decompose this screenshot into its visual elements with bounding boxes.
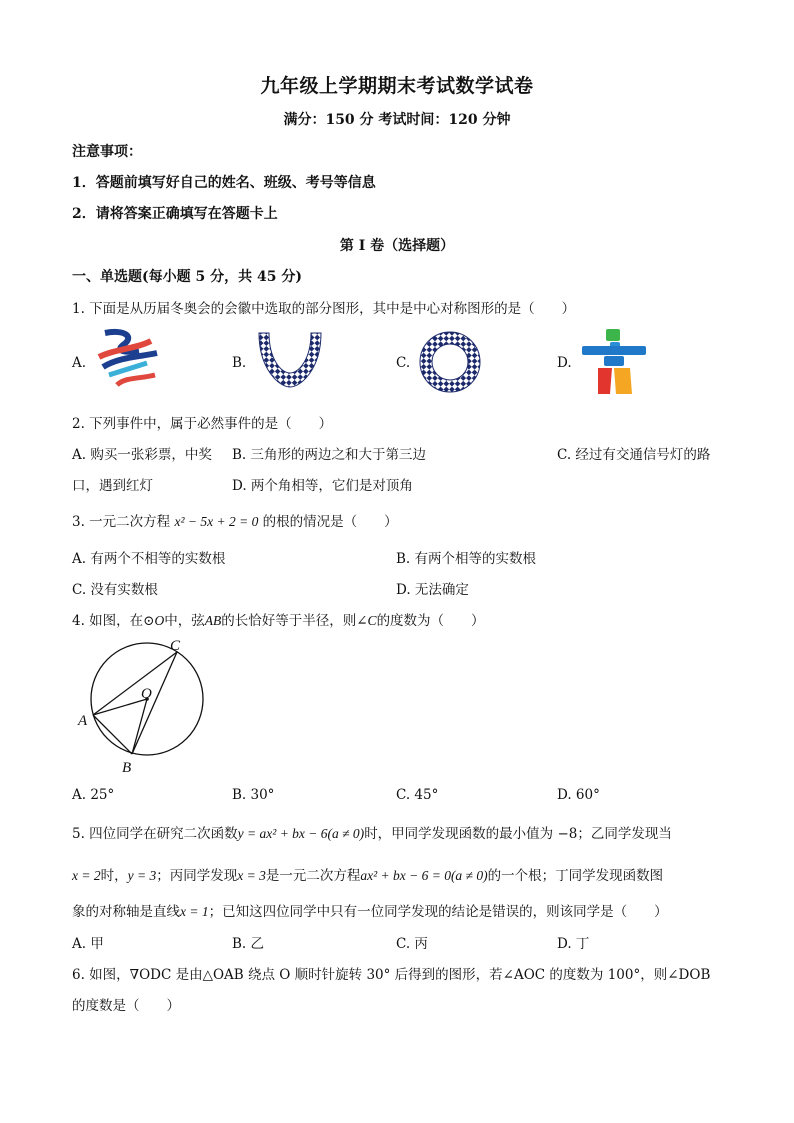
q4-stem <box>72 609 485 629</box>
inukshuk-emblem-icon <box>578 326 650 398</box>
segment-bc <box>132 652 177 754</box>
q5-equation: ax² + bx − 6 = 0(a ≠ 0) <box>360 868 488 883</box>
q3-suffix: 的根的情况是（ ） <box>262 514 398 530</box>
q5-option-c: C. 丙 <box>396 936 428 952</box>
q4-stem-c: 的长恰好等于半径，则∠ <box>221 613 368 629</box>
volume-heading: 第 I 卷（选择题） <box>339 238 455 254</box>
q5-line2-f: 是一元二次方程 <box>265 868 361 884</box>
q2-option-d: D. 两个角相等，它们是对顶角 <box>232 478 413 494</box>
q2-option-a: A. 购买一张彩票，中奖 <box>72 447 212 463</box>
circle-geometry-figure <box>70 630 220 780</box>
q4-option-a: A. 25° <box>72 787 115 803</box>
q3-prefix: 3. 一元二次方程 <box>72 514 171 530</box>
q5-y3: y = 3 <box>127 868 157 883</box>
q4-chord-name: AB <box>204 613 222 628</box>
q3-stem <box>72 510 398 530</box>
q1-option-a-label: A. <box>72 355 87 371</box>
q4-option-b: B. 30° <box>232 787 275 803</box>
q3-option-b: B. 有两个相等的实数根 <box>396 551 537 567</box>
q4-stem-d: 的度数为（ ） <box>376 613 485 629</box>
q2-option-b: B. 三角形的两边之和大于第三边 <box>232 447 427 463</box>
q1-stem: 1. 下面是从历届冬奥会的会徽中选取的部分图形，其中是中心对称图形的是（ ） <box>72 301 576 317</box>
q4-circle-name: O <box>154 613 165 628</box>
q3-equation: x² − 5x + 2 = 0 <box>174 514 259 529</box>
q5-line2-d: ；丙同学发现 <box>156 868 238 884</box>
section-heading: 一、单选题(每小题 5 分，共 45 分) <box>72 269 302 285</box>
q1-option-c-label: C. <box>396 355 411 371</box>
label-a: A <box>78 713 88 729</box>
page-title: 九年级上学期期末考试数学试卷 <box>260 75 534 97</box>
q3-option-d: D. 无法确定 <box>396 582 469 598</box>
q5-option-b: B. 乙 <box>232 936 265 952</box>
q5-x2: x = 2 <box>72 868 101 883</box>
q5-line1-b: 时，甲同学发现函数的最小值为 −8；乙同学发现当 <box>364 826 672 842</box>
exam-info: 满分：150 分 考试时间：120 分钟 <box>283 112 511 128</box>
q3-option-c: C. 没有实数根 <box>72 582 158 598</box>
beijing-emblem-icon <box>95 327 165 393</box>
tokyo-emblem-icon <box>255 329 325 391</box>
q1-option-d-label: D. <box>557 355 572 371</box>
q6-line-1: 6. 如图，∇ODC 是由△OAB 绕点 O 顺时针旋转 30° 后得到的图形，若∠AOC 的度数为 100°，则∠DOB <box>72 967 711 983</box>
q5-line-1 <box>72 822 672 842</box>
notes-heading: 注意事项： <box>72 144 142 160</box>
label-b: B <box>122 760 132 776</box>
q5-line-3 <box>72 900 668 920</box>
q5-option-d: D. 丁 <box>557 936 590 952</box>
ring-emblem-icon <box>418 330 482 394</box>
q5-line1-a: 5. 四位同学在研究二次函数 <box>72 826 238 842</box>
q5-line2-b: 时， <box>100 868 128 884</box>
label-o: O <box>141 686 152 702</box>
label-c: C <box>170 638 181 654</box>
q5-option-a: A. 甲 <box>72 936 104 952</box>
q5-line3-c: ；已知这四位同学中只有一位同学发现的结论是错误的，则该同学是（ ） <box>208 904 668 920</box>
q5-line-2 <box>72 864 663 884</box>
q5-function: y = ax² + bx − 6(a ≠ 0) <box>237 826 365 841</box>
radius-oa <box>93 699 147 715</box>
q5-x3: x = 3 <box>237 868 266 883</box>
q4-option-d: D. 60° <box>557 787 600 803</box>
q5-x1: x = 1 <box>180 904 209 919</box>
q4-stem-a: 4. 如图，在⊙ <box>72 613 155 629</box>
q1-option-b-label: B. <box>232 355 247 371</box>
q5-line2-h: 的一个根；丁同学发现函数图 <box>487 868 664 884</box>
q5-line3-a: 象的对称轴是直线 <box>72 904 180 920</box>
q4-angle-name: C <box>367 613 377 628</box>
q3-option-a: A. 有两个不相等的实数根 <box>72 551 226 567</box>
q2-option-c-cont: 口，遇到红灯 <box>72 478 153 494</box>
q4-option-c: C. 45° <box>396 787 439 803</box>
note-item-1: 1．答题前填写好自己的姓名、班级、考号等信息 <box>72 175 376 191</box>
q4-stem-b: 中，弦 <box>164 613 205 629</box>
q6-line-2: 的度数是（ ） <box>72 998 180 1014</box>
note-item-2: 2．请将答案正确填写在答题卡上 <box>72 206 278 222</box>
q2-stem: 2. 下列事件中，属于必然事件的是（ ） <box>72 416 333 432</box>
q2-option-c: C. 经过有交通信号灯的路 <box>557 447 711 463</box>
chord-ab <box>93 715 132 754</box>
